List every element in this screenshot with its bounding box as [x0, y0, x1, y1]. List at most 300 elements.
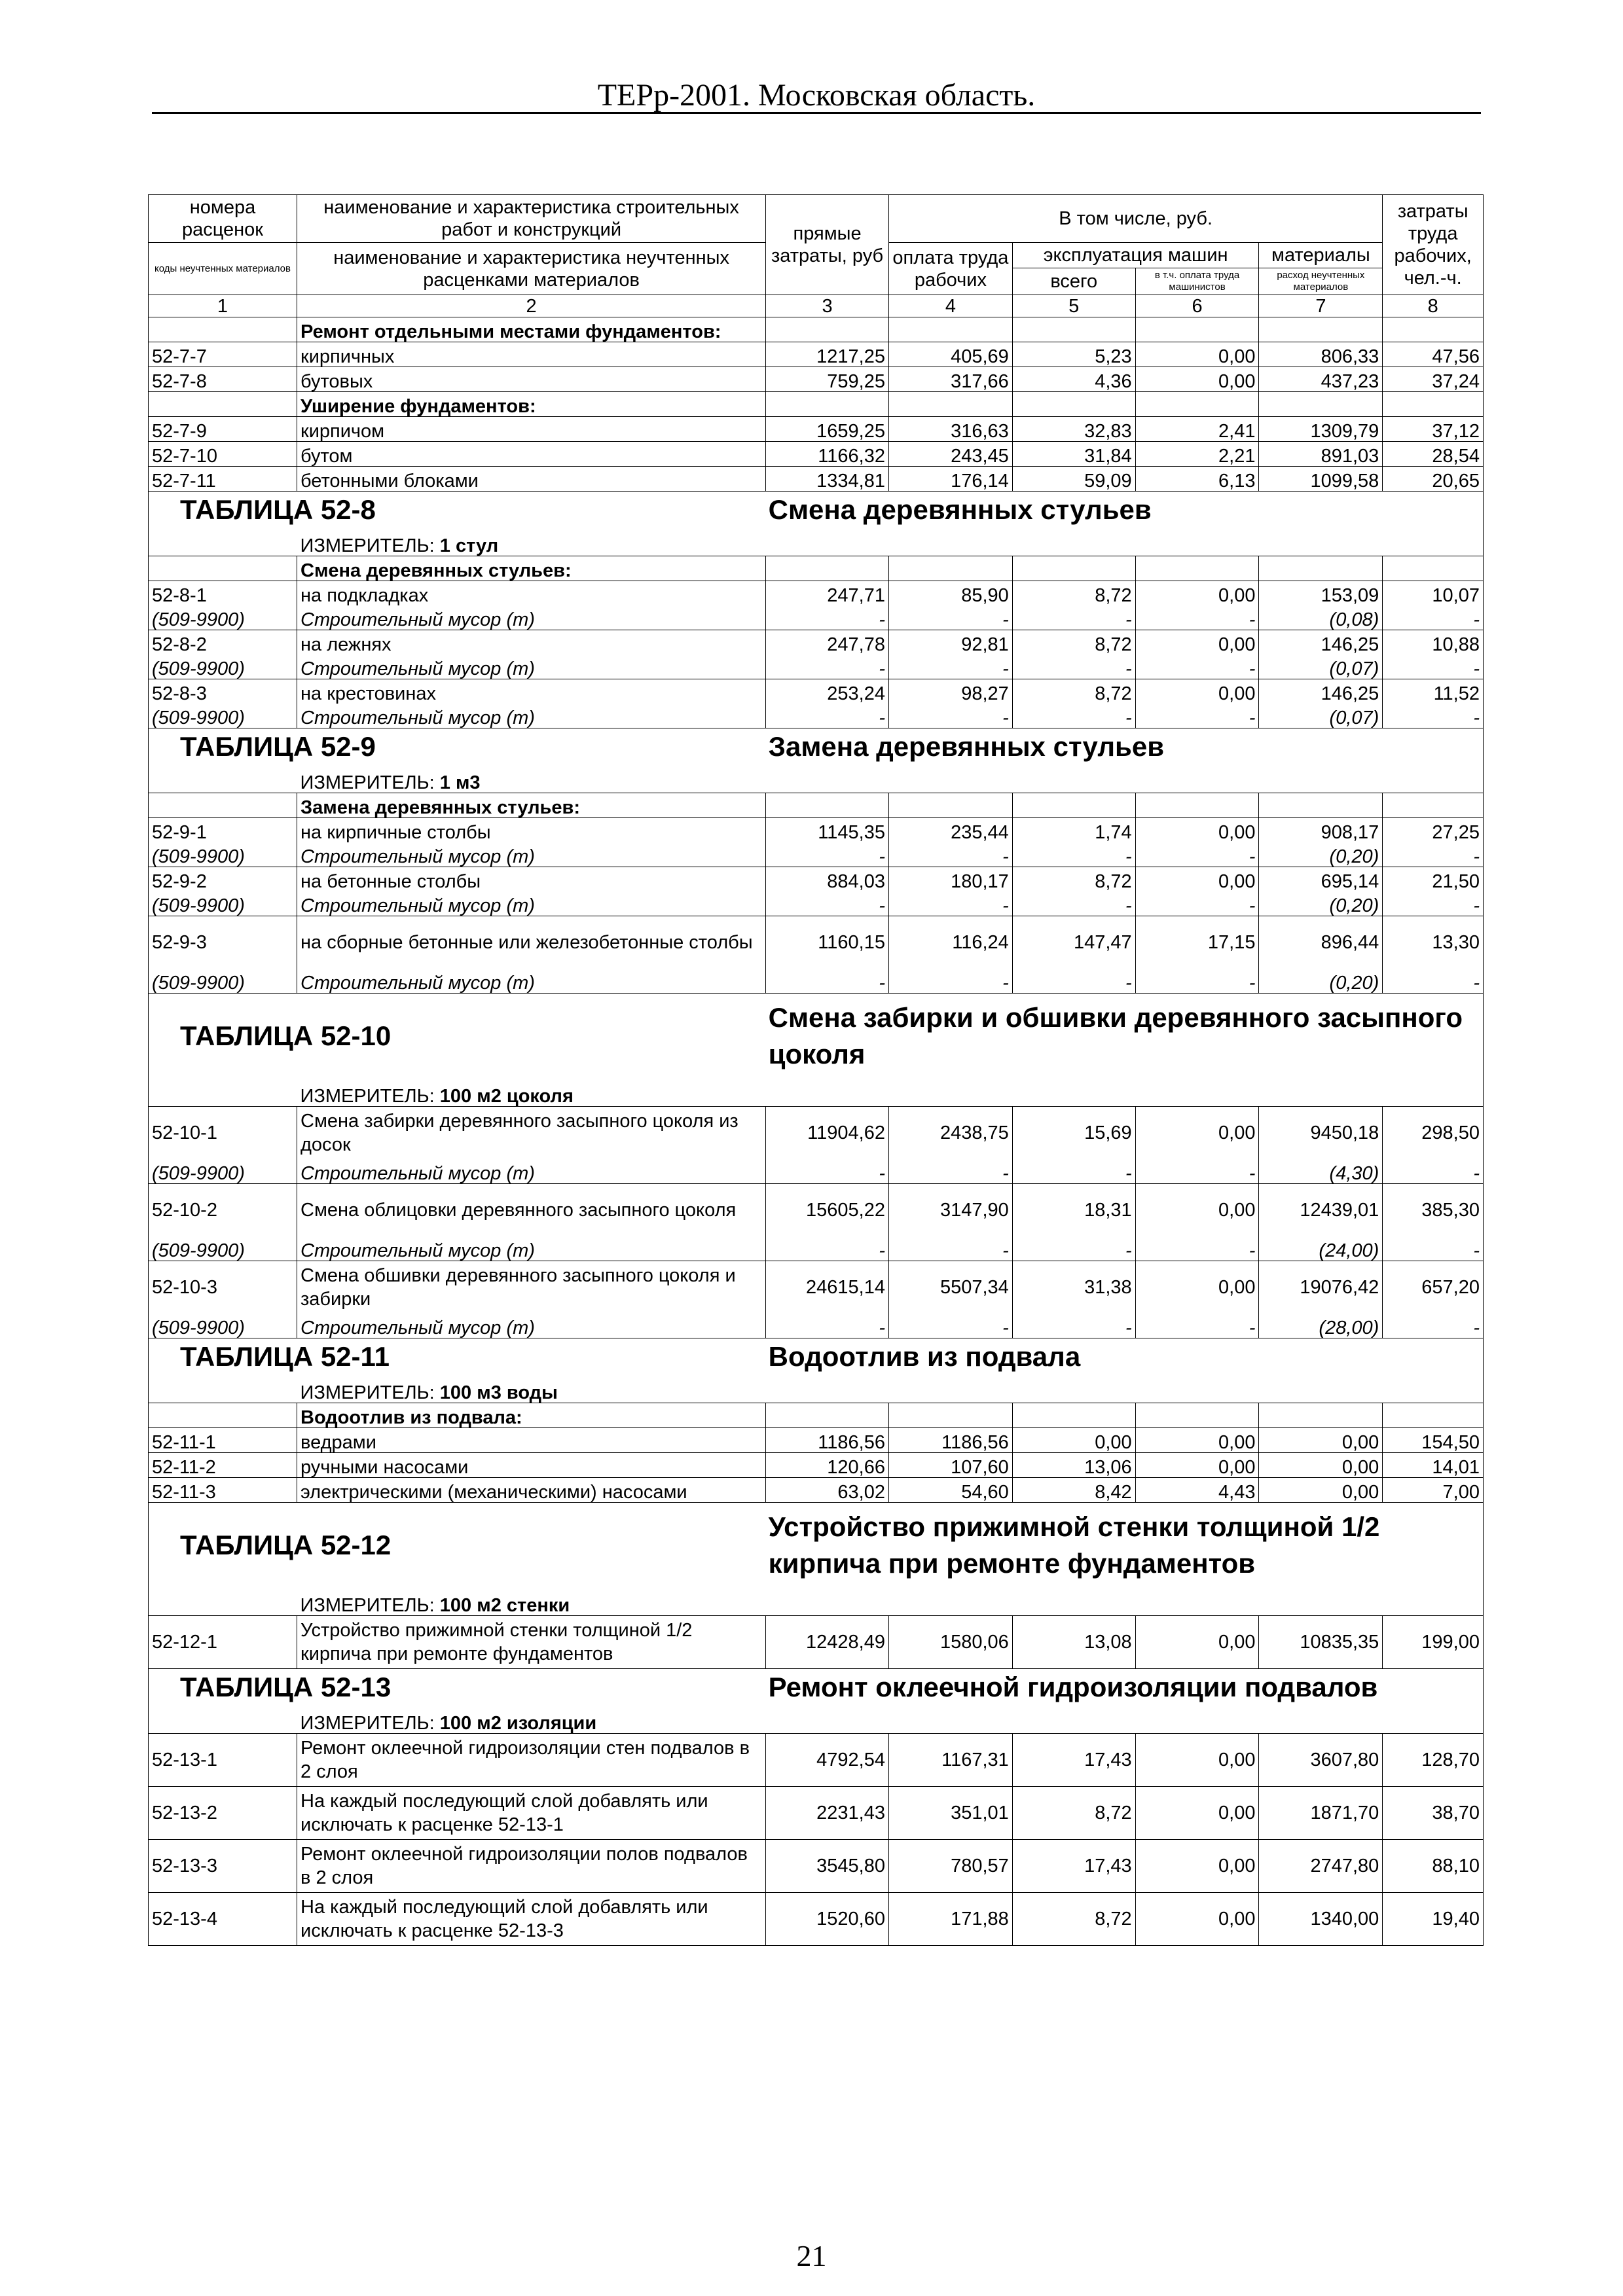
rate-code: 52-8-2	[149, 630, 297, 655]
measure-value: 1 м3	[439, 772, 481, 793]
dash-cell: -	[1135, 842, 1259, 867]
wages-cost: 176,14	[888, 467, 1012, 492]
direct-cost: 1166,32	[766, 442, 889, 467]
rate-code: 52-9-2	[149, 867, 297, 892]
dash-cell: -	[1012, 1159, 1135, 1184]
dash-cell: -	[1383, 655, 1484, 679]
materials-cost: 0,00	[1259, 1453, 1383, 1478]
wages-cost: 316,63	[888, 417, 1012, 442]
table-row	[149, 1453, 1484, 1478]
machinist-wages: 0,00	[1135, 1428, 1259, 1453]
measure-unit	[297, 528, 1484, 556]
empty-cell	[1135, 556, 1259, 581]
dash-cell: -	[766, 1236, 889, 1261]
dash-cell: -	[888, 969, 1012, 994]
subtitle-row	[149, 1403, 1484, 1428]
material-consumption: (24,00)	[1259, 1236, 1383, 1261]
labor-hours: 13,30	[1383, 916, 1484, 969]
empty-cell	[149, 1588, 297, 1616]
work-name: на лежнях	[297, 630, 766, 655]
table-row	[149, 1787, 1484, 1840]
dash-cell: -	[766, 605, 889, 630]
materials-cost: 1099,58	[1259, 467, 1383, 492]
machines-cost: 17,43	[1012, 1840, 1135, 1893]
wages-cost: 317,66	[888, 367, 1012, 392]
labor-hours: 7,00	[1383, 1478, 1484, 1503]
wages-cost: 116,24	[888, 916, 1012, 969]
direct-cost: 3545,80	[766, 1840, 889, 1893]
dash-cell: -	[766, 704, 889, 728]
measure-label: ИЗМЕРИТЕЛЬ:	[300, 535, 435, 556]
machinist-wages: 0,00	[1135, 1840, 1259, 1893]
dash-cell: -	[888, 655, 1012, 679]
measure-unit	[297, 1588, 1484, 1616]
empty-cell	[1259, 793, 1383, 818]
machines-cost: 15,69	[1012, 1107, 1135, 1160]
rate-code: 52-13-4	[149, 1893, 297, 1946]
machines-cost: 8,72	[1012, 630, 1135, 655]
dash-cell: -	[1135, 1314, 1259, 1338]
empty-cell	[149, 765, 297, 793]
dash-cell: -	[1135, 704, 1259, 728]
machinist-wages: 0,00	[1135, 1453, 1259, 1478]
material-code: (509-9900)	[149, 1314, 297, 1338]
measure-value: 100 м3 воды	[439, 1382, 558, 1403]
work-name: Смена облицовки деревянного засыпного цоколя	[297, 1184, 766, 1237]
material-code: (509-9900)	[149, 655, 297, 679]
dash-cell: -	[888, 1314, 1012, 1338]
work-name: на подкладках	[297, 581, 766, 606]
materials-cost: 19076,42	[1259, 1261, 1383, 1314]
group-subtitle: Замена деревянных стульев:	[297, 793, 766, 818]
column-numbers-row	[149, 295, 1484, 317]
empty-cell	[888, 392, 1012, 417]
measure-value: 1 стул	[439, 535, 499, 556]
table-title: ТАБЛИЦА 52-8	[149, 492, 766, 529]
empty-cell	[766, 556, 889, 581]
material-name: Строительный мусор (т)	[297, 655, 766, 679]
hdr-machines-wages: в т.ч. оплата труда машинистов	[1135, 268, 1259, 295]
machinist-wages: 0,00	[1135, 867, 1259, 892]
machines-cost: 13,06	[1012, 1453, 1135, 1478]
table-row	[149, 367, 1484, 392]
rate-code: 52-8-3	[149, 679, 297, 704]
rate-code: 52-7-7	[149, 342, 297, 367]
empty-cell	[1135, 392, 1259, 417]
material-consumption: (0,08)	[1259, 605, 1383, 630]
machines-cost: 8,72	[1012, 679, 1135, 704]
material-code: (509-9900)	[149, 891, 297, 916]
table-name: Ремонт оклеечной гидроизоляции подвалов	[766, 1669, 1484, 1706]
empty-cell	[766, 317, 889, 342]
measure-row	[149, 1079, 1484, 1107]
materials-cost: 0,00	[1259, 1478, 1383, 1503]
machines-cost: 18,31	[1012, 1184, 1135, 1237]
dash-cell: -	[1135, 605, 1259, 630]
direct-cost: 4792,54	[766, 1734, 889, 1787]
labor-hours: 37,12	[1383, 417, 1484, 442]
page-header: ТЕРр-2001. Московская область.	[597, 78, 1036, 113]
rate-code: 52-11-1	[149, 1428, 297, 1453]
direct-cost: 247,78	[766, 630, 889, 655]
group-subtitle: Водоотлив из подвала:	[297, 1403, 766, 1428]
labor-hours: 11,52	[1383, 679, 1484, 704]
materials-cost: 3607,80	[1259, 1734, 1383, 1787]
empty-cell	[149, 556, 297, 581]
table-row	[149, 417, 1484, 442]
work-name: Ремонт оклеечной гидроизоляции полов подвалов в 2 слоя	[297, 1840, 766, 1893]
material-code: (509-9900)	[149, 1159, 297, 1184]
direct-cost: 759,25	[766, 367, 889, 392]
empty-cell	[1012, 793, 1135, 818]
dash-cell: -	[1012, 655, 1135, 679]
col-number: 8	[1383, 295, 1484, 317]
rate-code: 52-12-1	[149, 1616, 297, 1669]
subtitle-row	[149, 392, 1484, 417]
materials-cost: 146,25	[1259, 630, 1383, 655]
price-table	[148, 194, 1484, 1946]
work-name: бутом	[297, 442, 766, 467]
machines-cost: 4,36	[1012, 367, 1135, 392]
dash-cell: -	[766, 1314, 889, 1338]
table-title: ТАБЛИЦА 52-10	[149, 994, 766, 1079]
debris-row	[149, 842, 1484, 867]
rate-code: 52-13-2	[149, 1787, 297, 1840]
labor-hours: 298,50	[1383, 1107, 1484, 1160]
machinist-wages: 17,15	[1135, 916, 1259, 969]
direct-cost: 24615,14	[766, 1261, 889, 1314]
machinist-wages: 0,00	[1135, 1893, 1259, 1946]
materials-cost: 437,23	[1259, 367, 1383, 392]
table-row	[149, 1840, 1484, 1893]
machines-cost: 31,84	[1012, 442, 1135, 467]
dash-cell: -	[1383, 605, 1484, 630]
table-title-row	[149, 492, 1484, 529]
table-title-row	[149, 1669, 1484, 1706]
dash-cell: -	[888, 891, 1012, 916]
table-row	[149, 1478, 1484, 1503]
labor-hours: 21,50	[1383, 867, 1484, 892]
measure-label: ИЗМЕРИТЕЛЬ:	[300, 772, 435, 793]
dash-cell: -	[1383, 1314, 1484, 1338]
wages-cost: 405,69	[888, 342, 1012, 367]
material-name: Строительный мусор (т)	[297, 891, 766, 916]
dash-cell: -	[888, 1236, 1012, 1261]
material-consumption: (0,07)	[1259, 704, 1383, 728]
table-row	[149, 442, 1484, 467]
table-row	[149, 1428, 1484, 1453]
direct-cost: 1160,15	[766, 916, 889, 969]
materials-cost: 1309,79	[1259, 417, 1383, 442]
machinist-wages: 0,00	[1135, 1184, 1259, 1237]
material-code: (509-9900)	[149, 969, 297, 994]
table-title: ТАБЛИЦА 52-13	[149, 1669, 766, 1706]
material-name: Строительный мусор (т)	[297, 969, 766, 994]
measure-value: 100 м2 стенки	[439, 1595, 570, 1616]
direct-cost: 1145,35	[766, 818, 889, 843]
labor-hours: 27,25	[1383, 818, 1484, 843]
rate-code: 52-9-3	[149, 916, 297, 969]
rate-code: 52-7-9	[149, 417, 297, 442]
machinist-wages: 0,00	[1135, 1261, 1259, 1314]
direct-cost: 12428,49	[766, 1616, 889, 1669]
direct-cost: 63,02	[766, 1478, 889, 1503]
subtitle-row	[149, 317, 1484, 342]
machinist-wages: 2,41	[1135, 417, 1259, 442]
dash-cell: -	[766, 891, 889, 916]
rate-code: 52-13-3	[149, 1840, 297, 1893]
dash-cell: -	[1012, 1236, 1135, 1261]
material-consumption: (4,30)	[1259, 1159, 1383, 1184]
material-consumption: (0,20)	[1259, 891, 1383, 916]
table-title: ТАБЛИЦА 52-9	[149, 728, 766, 766]
dash-cell: -	[1135, 1236, 1259, 1261]
dash-cell: -	[1012, 969, 1135, 994]
dash-cell: -	[766, 655, 889, 679]
empty-cell	[149, 1403, 297, 1428]
measure-value: 100 м2 изоляции	[439, 1713, 597, 1734]
rate-code: 52-8-1	[149, 581, 297, 606]
col-number: 3	[766, 295, 889, 317]
material-name: Строительный мусор (т)	[297, 1314, 766, 1338]
empty-cell	[1383, 317, 1484, 342]
work-name: Ремонт оклеечной гидроизоляции стен подвалов в 2 слоя	[297, 1734, 766, 1787]
labor-hours: 20,65	[1383, 467, 1484, 492]
direct-cost: 1217,25	[766, 342, 889, 367]
labor-hours: 47,56	[1383, 342, 1484, 367]
materials-cost: 153,09	[1259, 581, 1383, 606]
empty-cell	[1012, 1403, 1135, 1428]
col-number: 2	[297, 295, 766, 317]
group-subtitle: Смена деревянных стульев:	[297, 556, 766, 581]
work-name: на бетонные столбы	[297, 867, 766, 892]
machines-cost: 13,08	[1012, 1616, 1135, 1669]
hdr-materials-sub: расход неучтенных материалов	[1259, 268, 1383, 295]
table-row	[149, 679, 1484, 704]
dash-cell: -	[766, 842, 889, 867]
machinist-wages: 0,00	[1135, 1616, 1259, 1669]
table-row	[149, 818, 1484, 843]
empty-cell	[1383, 793, 1484, 818]
wages-cost: 107,60	[888, 1453, 1012, 1478]
hdr-machines: эксплуатация машин	[1012, 243, 1259, 268]
work-name: кирпичом	[297, 417, 766, 442]
dash-cell: -	[888, 704, 1012, 728]
col-number: 4	[888, 295, 1012, 317]
table-title-row	[149, 994, 1484, 1079]
materials-cost: 896,44	[1259, 916, 1383, 969]
machinist-wages: 0,00	[1135, 581, 1259, 606]
wages-cost: 5507,34	[888, 1261, 1012, 1314]
labor-hours: 38,70	[1383, 1787, 1484, 1840]
direct-cost: 15605,22	[766, 1184, 889, 1237]
direct-cost: 1659,25	[766, 417, 889, 442]
material-name: Строительный мусор (т)	[297, 1159, 766, 1184]
labor-hours: 19,40	[1383, 1893, 1484, 1946]
dash-cell: -	[1383, 891, 1484, 916]
work-name: электрическими (механическими) насосами	[297, 1478, 766, 1503]
machines-cost: 8,72	[1012, 1787, 1135, 1840]
materials-cost: 2747,80	[1259, 1840, 1383, 1893]
col-number: 1	[149, 295, 297, 317]
col-number: 7	[1259, 295, 1383, 317]
rate-code: 52-11-2	[149, 1453, 297, 1478]
work-name: На каждый последующий слой добавлять или исключать к расценке 52-13-1	[297, 1787, 766, 1840]
direct-cost: 11904,62	[766, 1107, 889, 1160]
empty-cell	[1135, 793, 1259, 818]
dash-cell: -	[1135, 969, 1259, 994]
table-row	[149, 1184, 1484, 1237]
wages-cost: 54,60	[888, 1478, 1012, 1503]
rate-code: 52-11-3	[149, 1478, 297, 1503]
table-name: Водоотлив из подвала	[766, 1338, 1484, 1376]
debris-row	[149, 605, 1484, 630]
measure-unit	[297, 1706, 1484, 1734]
wages-cost: 85,90	[888, 581, 1012, 606]
empty-cell	[1135, 1403, 1259, 1428]
debris-row	[149, 891, 1484, 916]
measure-label: ИЗМЕРИТЕЛЬ:	[300, 1595, 435, 1616]
materials-cost: 146,25	[1259, 679, 1383, 704]
empty-cell	[149, 793, 297, 818]
table-row	[149, 1107, 1484, 1160]
dash-cell: -	[1012, 842, 1135, 867]
direct-cost: 1186,56	[766, 1428, 889, 1453]
machinist-wages: 0,00	[1135, 367, 1259, 392]
wages-cost: 780,57	[888, 1840, 1012, 1893]
direct-cost: 2231,43	[766, 1787, 889, 1840]
dash-cell: -	[1135, 891, 1259, 916]
machines-cost: 147,47	[1012, 916, 1135, 969]
labor-hours: 14,01	[1383, 1453, 1484, 1478]
measure-unit	[297, 1079, 1484, 1107]
wages-cost: 351,01	[888, 1787, 1012, 1840]
machinist-wages: 0,00	[1135, 1787, 1259, 1840]
empty-cell	[1012, 317, 1135, 342]
material-code: (509-9900)	[149, 704, 297, 728]
empty-cell	[149, 1079, 297, 1107]
direct-cost: 120,66	[766, 1453, 889, 1478]
table-name: Смена деревянных стульев	[766, 492, 1484, 529]
empty-cell	[888, 1403, 1012, 1428]
wages-cost: 92,81	[888, 630, 1012, 655]
empty-cell	[766, 793, 889, 818]
wages-cost: 243,45	[888, 442, 1012, 467]
work-name: Смена забирки деревянного засыпного цоколя из досок	[297, 1107, 766, 1160]
empty-cell	[149, 1706, 297, 1734]
subtitle-row	[149, 793, 1484, 818]
table-row	[149, 1734, 1484, 1787]
table-name: Смена забирки и обшивки деревянного засыпного цоколя	[766, 994, 1484, 1079]
dash-cell: -	[888, 842, 1012, 867]
rate-code: 52-7-10	[149, 442, 297, 467]
materials-cost: 9450,18	[1259, 1107, 1383, 1160]
wages-cost: 171,88	[888, 1893, 1012, 1946]
dash-cell: -	[1135, 655, 1259, 679]
materials-cost: 0,00	[1259, 1428, 1383, 1453]
materials-cost: 891,03	[1259, 442, 1383, 467]
table-name: Замена деревянных стульев	[766, 728, 1484, 766]
material-consumption: (0,07)	[1259, 655, 1383, 679]
material-consumption: (0,20)	[1259, 842, 1383, 867]
dash-cell: -	[1383, 969, 1484, 994]
machines-cost: 1,74	[1012, 818, 1135, 843]
table-row	[149, 630, 1484, 655]
work-name: на сборные бетонные или железобетонные столбы	[297, 916, 766, 969]
materials-cost: 1340,00	[1259, 1893, 1383, 1946]
material-name: Строительный мусор (т)	[297, 605, 766, 630]
rate-code: 52-13-1	[149, 1734, 297, 1787]
machines-cost: 59,09	[1012, 467, 1135, 492]
measure-row	[149, 1375, 1484, 1403]
labor-hours: 88,10	[1383, 1840, 1484, 1893]
work-name: кирпичных	[297, 342, 766, 367]
dash-cell: -	[888, 1159, 1012, 1184]
work-name: ведрами	[297, 1428, 766, 1453]
col-number: 5	[1012, 295, 1135, 317]
empty-cell	[1135, 317, 1259, 342]
empty-cell	[766, 392, 889, 417]
labor-hours: 10,07	[1383, 581, 1484, 606]
table-name: Устройство прижимной стенки толщиной 1/2 кирпича при ремонте фундаментов	[766, 1503, 1484, 1588]
table-title-row	[149, 728, 1484, 766]
material-name: Строительный мусор (т)	[297, 842, 766, 867]
empty-cell	[888, 793, 1012, 818]
empty-cell	[888, 317, 1012, 342]
labor-hours: 10,88	[1383, 630, 1484, 655]
work-name: бетонными блоками	[297, 467, 766, 492]
empty-cell	[1383, 556, 1484, 581]
labor-hours: 154,50	[1383, 1428, 1484, 1453]
dash-cell: -	[1383, 1159, 1484, 1184]
table-row	[149, 916, 1484, 969]
debris-row	[149, 969, 1484, 994]
measure-unit	[297, 1375, 1484, 1403]
material-code: (509-9900)	[149, 842, 297, 867]
machines-cost: 32,83	[1012, 417, 1135, 442]
hdr-incl: В том числе, руб.	[888, 195, 1382, 243]
direct-cost: 1334,81	[766, 467, 889, 492]
rate-code: 52-7-8	[149, 367, 297, 392]
empty-cell	[149, 1375, 297, 1403]
empty-cell	[888, 556, 1012, 581]
machinist-wages: 6,13	[1135, 467, 1259, 492]
labor-hours: 128,70	[1383, 1734, 1484, 1787]
materials-cost: 10835,35	[1259, 1616, 1383, 1669]
measure-row	[149, 528, 1484, 556]
measure-unit	[297, 765, 1484, 793]
empty-cell	[149, 317, 297, 342]
table-row	[149, 1616, 1484, 1669]
debris-row	[149, 1236, 1484, 1261]
machines-cost: 17,43	[1012, 1734, 1135, 1787]
table-row	[149, 467, 1484, 492]
work-name: ручными насосами	[297, 1453, 766, 1478]
hdr-direct: прямые затраты, руб	[766, 195, 889, 295]
work-name: Смена обшивки деревянного засыпного цоколя и забирки	[297, 1261, 766, 1314]
materials-cost: 1871,70	[1259, 1787, 1383, 1840]
wages-cost: 2438,75	[888, 1107, 1012, 1160]
wages-cost: 1186,56	[888, 1428, 1012, 1453]
empty-cell	[1012, 556, 1135, 581]
hdr-name-top: наименование и характеристика строительных работ и конструкций	[297, 195, 766, 243]
direct-cost: 247,71	[766, 581, 889, 606]
empty-cell	[149, 392, 297, 417]
rate-code: 52-10-1	[149, 1107, 297, 1160]
empty-cell	[1383, 392, 1484, 417]
measure-label: ИЗМЕРИТЕЛЬ:	[300, 1086, 435, 1107]
hdr-num-top: номера расценок	[149, 195, 297, 243]
